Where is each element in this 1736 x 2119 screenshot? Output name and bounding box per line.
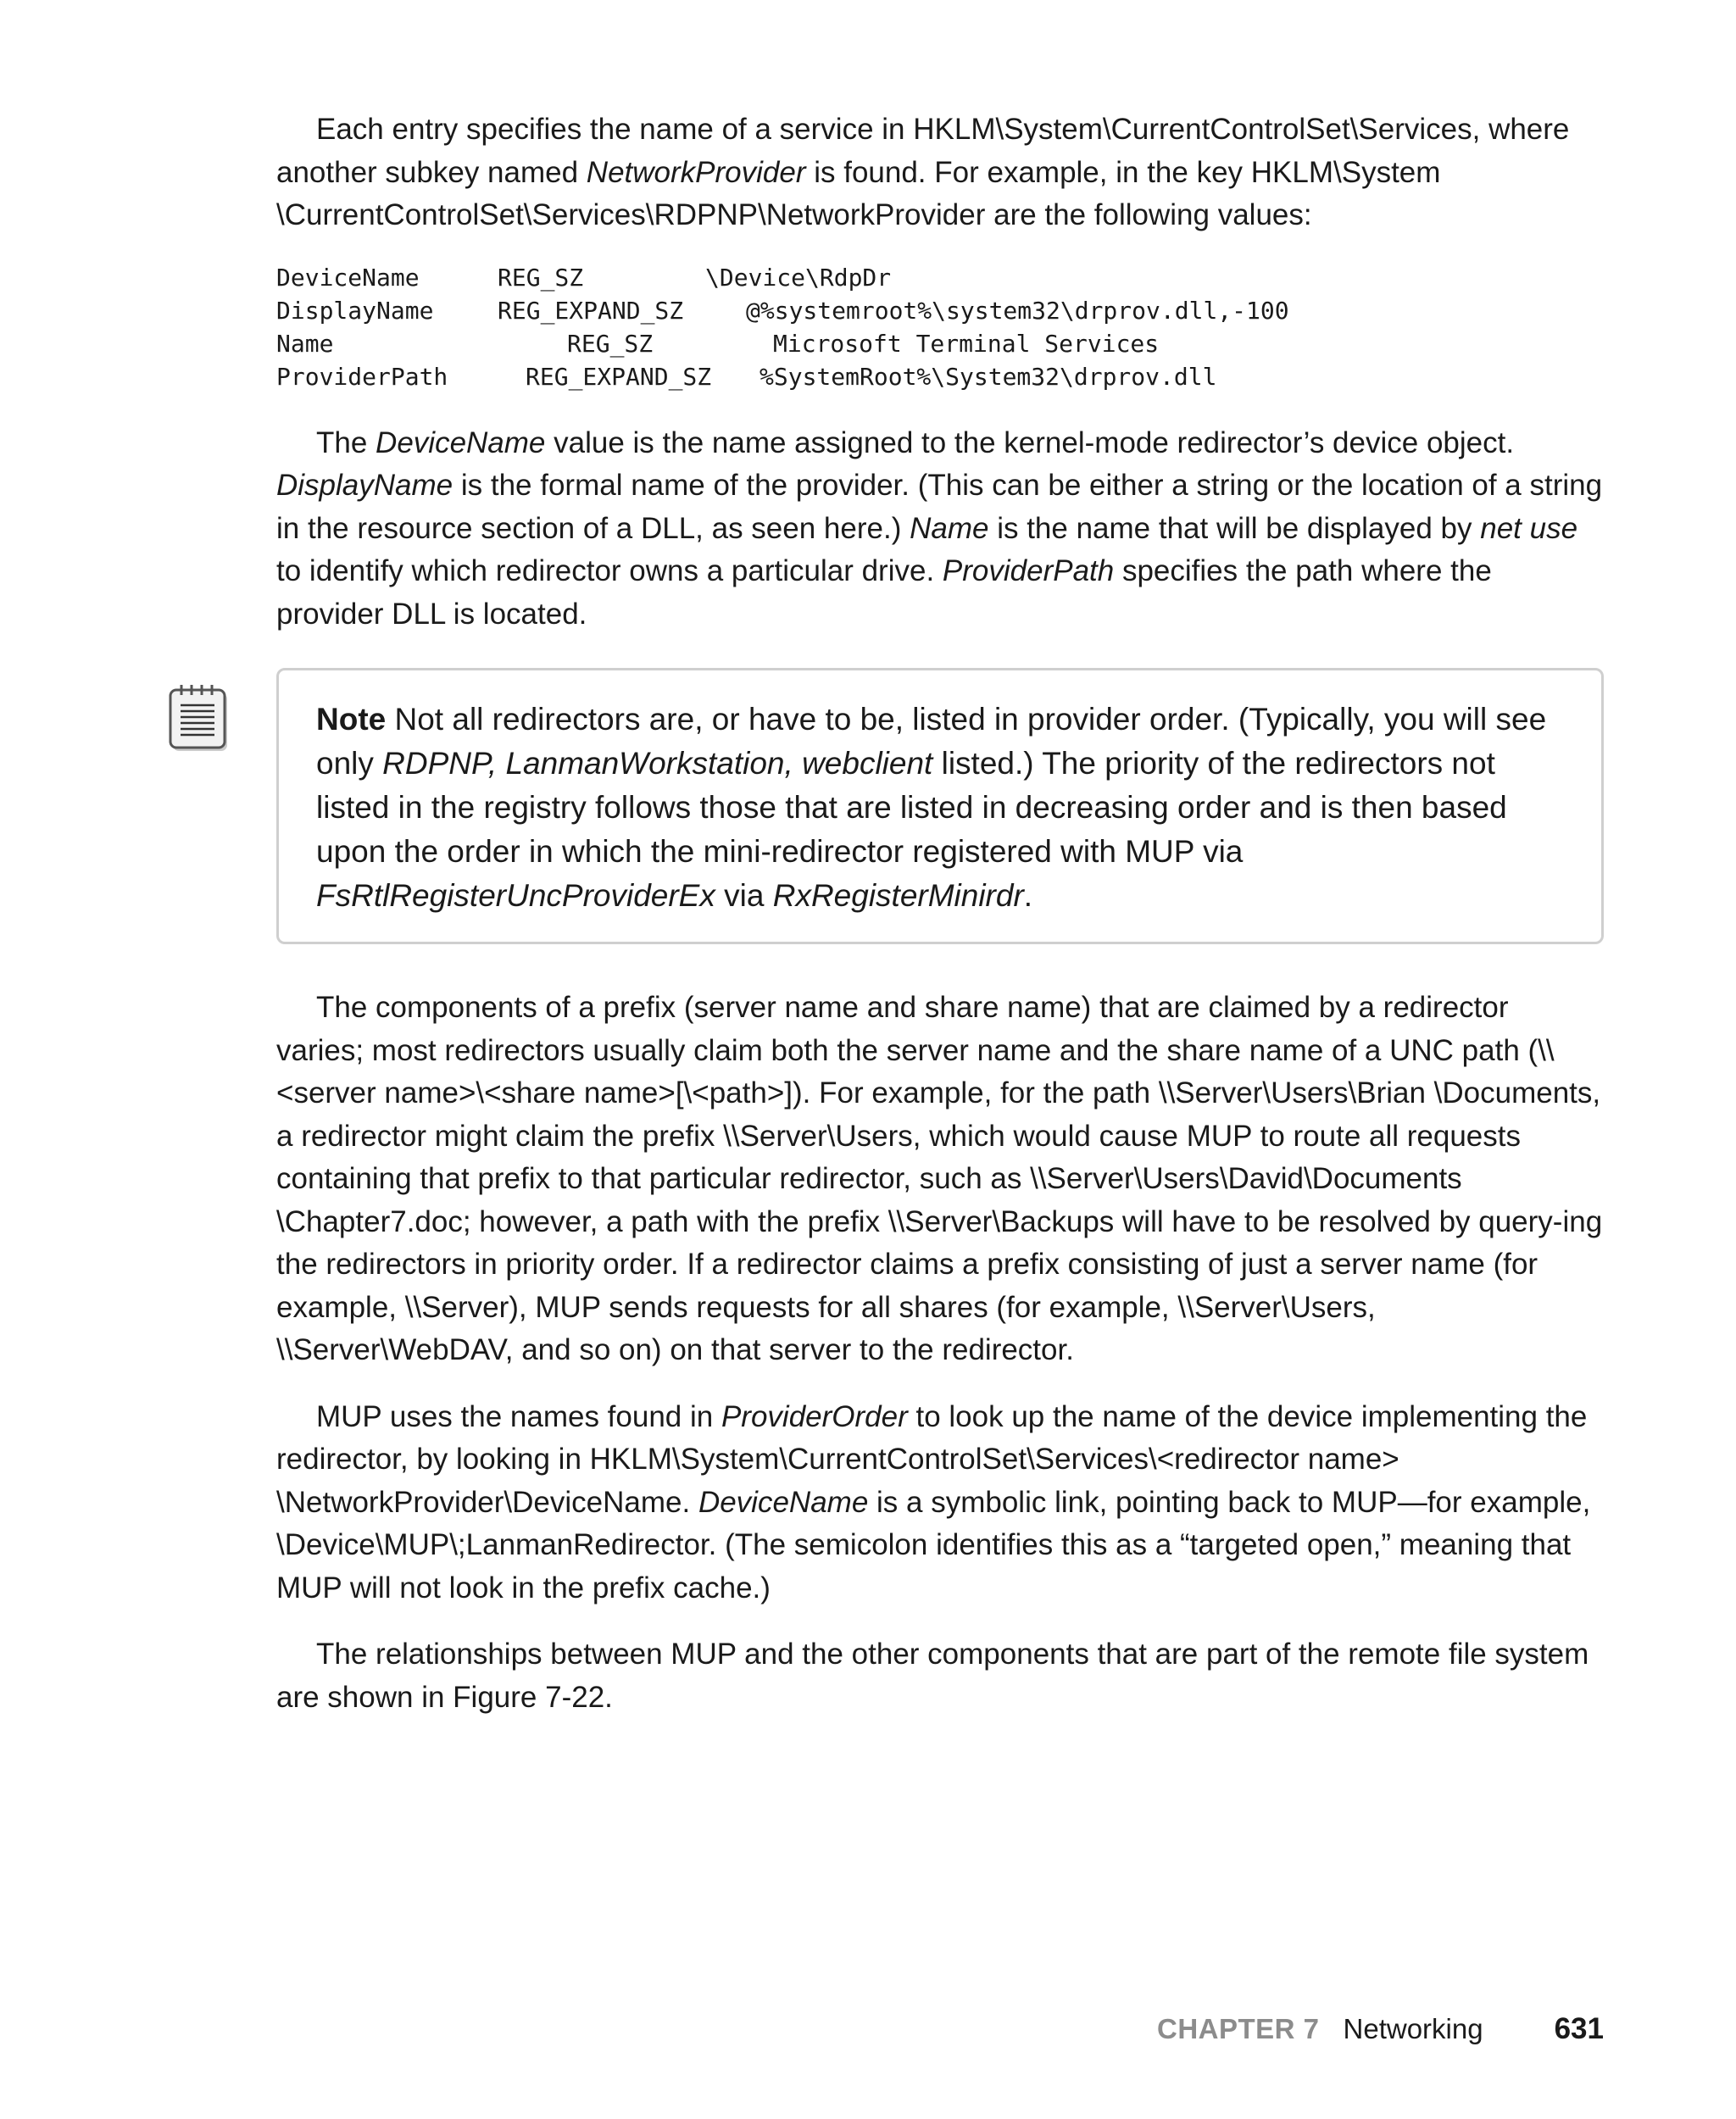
- registry-row: [276, 294, 1604, 327]
- paragraph-4: MUP uses the names found in ProviderOrder to look up the name of the device implementing the redirector, by looking in HKLM\System\CurrentControlSet\Services\<redirector name> \NetworkProvider\DeviceName. DeviceName is a symbolic link, pointing back to MUP—for example, \Device\MUP\;LanmanRedirector. (The semicolon identifies this as a “targeted open,” meaning that MUP will not look in the prefix cache.): [276, 1399, 1591, 1605]
- value-data: @%systemroot%\system32\drprov.dll,-100: [746, 296, 1289, 325]
- value-name: DeviceName: [276, 263, 420, 292]
- section-title: Networking: [1343, 2013, 1483, 2044]
- page-content: [276, 108, 1604, 1743]
- registry-row: [276, 327, 1604, 360]
- paragraph-5: The relationships between MUP and the other components that are part of the remote file system are shown in Figure 7-22.: [276, 1638, 1589, 1714]
- value-name: DisplayName: [276, 296, 434, 325]
- note-label: Note: [316, 702, 387, 737]
- value-data: Microsoft Terminal Services: [773, 329, 1160, 358]
- registry-row: [276, 261, 1604, 294]
- value-type: REG_SZ: [567, 329, 654, 358]
- paragraph-2: The DeviceName value is the name assigned to the kernel-mode redirector’s device object. DisplayName is the formal name of the provider. (This can be either a string or the location of a string in the resource section of a DLL, as seen here.) Name is the name that will be displayed by net use to identify which redirector owns a particular drive. ProviderPath specifies the path where the provider DLL is located.: [276, 425, 1603, 631]
- value-data: \Device\RdpDr: [705, 263, 892, 292]
- value-type: REG_SZ: [498, 263, 584, 292]
- paragraph-1: Each entry specifies the name of a service in HKLM\System\CurrentControlSet\Services, where another subkey named NetworkProvider is found. For example, in the key HKLM\System \CurrentControlSet\Services\RDPNP\NetworkProvider are the following values:: [276, 113, 1570, 231]
- value-name: Name: [276, 329, 334, 358]
- value-name: ProviderPath: [276, 362, 448, 391]
- chapter-label: CHAPTER 7: [1156, 2013, 1320, 2044]
- registry-row: [276, 360, 1604, 393]
- registry-values-listing: [276, 261, 1604, 393]
- value-type: REG_EXPAND_SZ: [498, 296, 684, 325]
- page-number: 631: [1554, 2012, 1604, 2045]
- note-callout: [276, 668, 1604, 944]
- value-type: REG_EXPAND_SZ: [526, 362, 712, 391]
- page-footer: [1157, 2012, 1604, 2046]
- paragraph-3: The components of a prefix (server name and share name) that are claimed by a redirector varies; most redirectors usually claim both the server name and the share name of a UNC path (\\<server name>\<share name>[\<path>]). For example, for the path \\Server\Users\Brian \Documents, a redirector might claim the prefix \\Server\Users, which would cause MUP to route all requests containing that prefix to that particular redirector, such as \\Server\Users\David\Documents \Chapter7.doc; however, a path with the prefix \\Server\Backups will have to be resolved by query-ing the redirectors in priority order. If a redirector claims a prefix consisting of just a server name (for example, \\Server), MUP sends requests for all shares (for example, \\Server\Users, \\Server\WebDAV, and so on) on that server to the redirector.: [276, 991, 1603, 1366]
- notepad-icon: [168, 685, 232, 754]
- note-box: [276, 668, 1604, 944]
- value-data: %SystemRoot%\System32\drprov.dll: [760, 362, 1217, 391]
- note-text: Note Not all redirectors are, or have to be, listed in provider order. (Typically, you will see only RDPNP, LanmanWorkstation, webclient listed.) The priority of the redirectors not listed in the registry follows those that are listed in decreasing order and is then based upon the order in which the mini-redirector registered with MUP via FsRtlRegisterUncProviderEx via RxRegisterMinirdr.: [316, 702, 1547, 913]
